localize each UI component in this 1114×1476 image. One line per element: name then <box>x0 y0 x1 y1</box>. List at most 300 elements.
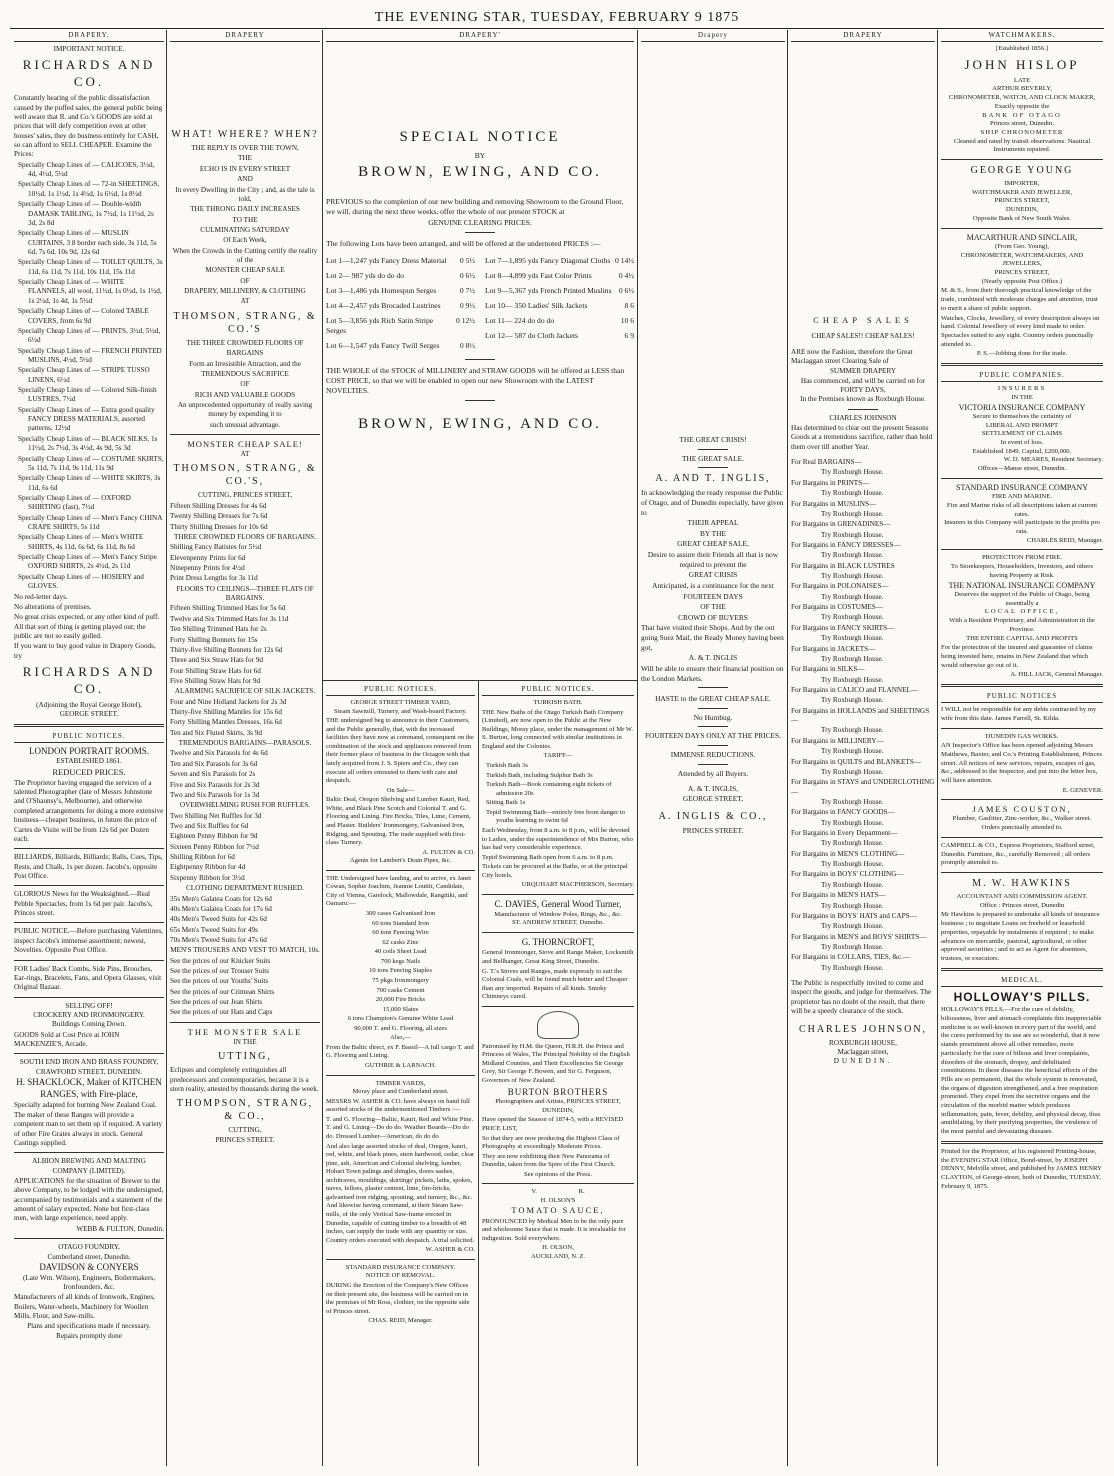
bargain-item: For Bargains in CALICO and FLANNEL— <box>791 686 919 694</box>
ad-text: P. S.—Jobbing done for the trade. <box>976 350 1068 358</box>
ad-line: OF <box>240 380 250 389</box>
lot-row <box>326 301 475 311</box>
ad-line: THE REPLY IS OVER THE TOWN, <box>191 144 299 153</box>
ad-text: ARE now the Fashion, therefore the Great Maclaggan street Clearing Sale of <box>791 347 913 365</box>
ad-heading: CHEAP SALES <box>813 315 913 326</box>
column-divider <box>478 680 479 1466</box>
ad-line: THE THRONG DAILY INCREASES <box>190 205 300 214</box>
section-heading: WATCHMAKERS. <box>941 30 1103 42</box>
bargain-try: Try Roxburgh House. <box>821 860 884 869</box>
ad-heading: MEN'S TROUSERS AND VEST TO MATCH, 10s. <box>170 946 320 955</box>
ad-heading: H. OLSON'S <box>540 1196 576 1204</box>
goods-list <box>326 910 475 1033</box>
ad-text: THE undersigned beg to announce to their Customers, and the Public generally, that, with the increased facilities they have now at command, consequent on the combination of the stock and appliances removed from their former place of business in the Octagon with that lately acquired from J. S. Spiers and Co., they can execute all orders entrusted to them with care and despatch. <box>326 717 474 785</box>
price-list-item: Thirty-five Shilling Bonnets for 12s 6d <box>170 645 283 654</box>
signature: URQUHART MACPHERSON, Secretary. <box>521 881 634 889</box>
section-heading: DRAPERY <box>170 30 320 42</box>
ad-text: Manufacturers of all kinds of Ironwork, Engines, Boilers, Water-wheels, Machinery for Woollen Mills, Flour, and Saw-mills. <box>14 1293 155 1320</box>
section-rule <box>322 680 637 681</box>
ad-text: Cleaned and rated by transit observations. Nautical Instruments repaired. <box>953 137 1091 154</box>
price-list-item: See the prices of our Trouser Suits <box>170 967 270 976</box>
advertiser-name: THOMSON, STRANG, & CO.'S, <box>173 463 317 488</box>
advertiser-name: A. INGLIS & CO., <box>658 810 768 822</box>
section-heading: Drapery <box>641 30 785 42</box>
price-list <box>170 502 320 532</box>
lot-price: 0 12½ <box>456 315 475 325</box>
address: GEORGE STREET. <box>59 710 119 719</box>
divider <box>698 764 728 765</box>
goods-item: 40 coils Sheet Lead <box>374 948 427 956</box>
divider <box>941 872 1103 873</box>
address: ST. ANDREW STREET, Dunedin. <box>512 919 604 927</box>
advertiser-name: RICHARDS AND CO. <box>22 57 156 90</box>
ad-text: THE Undersigned have landing, and to arrive, ex Janet Cowan, Sophie Joachim, Jeannie Louttit, Candidate, City of Vienna, Garelock, Mallowdale, Rangitiki, and Oamaru:— <box>326 874 472 908</box>
ad-text: Fire and Marine risks of all descriptions taken at current rates. <box>946 501 1098 518</box>
ad-text: Repairs promptly done <box>56 1331 122 1340</box>
bargain-try: Try Roxburgh House. <box>821 654 884 663</box>
address: Office : Princes street, Dunedin <box>979 901 1065 909</box>
ad-heading: LONDON PORTRAIT ROOMS. <box>28 745 150 756</box>
ad-line: ECHO IS IN EVERY STREET <box>199 164 291 173</box>
ad-line: DRAPERY, MILLINERY, & CLOTHING <box>184 287 306 296</box>
column-5 <box>791 30 935 1466</box>
ad-line: GREAT CRISIS <box>688 570 738 580</box>
ad-heading: DUNEDIN GAS WORKS. <box>985 732 1059 740</box>
price-list-item: Specially Cheap Lines of — Men's Fancy CHINA CRAPE SHIRTS, 5s 11d <box>18 513 163 532</box>
lot-price: 0 8½ <box>459 340 475 350</box>
ad-text: DURING the Erection of the Company's New Offices on their present site, the business will be carried on in the premises of Mr Ross, clothier, on the opposite side of Princes street. <box>326 1281 470 1315</box>
divider <box>14 724 164 727</box>
divider <box>698 726 728 727</box>
ad-heading: THE GREAT SALE. <box>681 453 745 463</box>
ad-text: Deserves the support of the Public of Otago, being essentially a <box>954 590 1090 607</box>
ad-text: The Public is respectfully invited to come and inspect the goods, and judge for themselves. The proprietor has no doubt of the result, that there will be a speedy clearance of the stock. <box>791 979 932 1016</box>
ad-text: And also large assorted stocks of deal, Oregon, kauri, red, white, and black pines, stern hardwood, cedar, clear pine, ash, American and Colonial shelving, lumber, Hobart Town palings and shingles, doors sashes, architraves, mouldings, skirtings' pickets, laths, spokes, naves, felloes, plaster cement, lime, fire-bricks, galvanised iron ridging, spouting, and turnery, &c., &c. And likewise having command, at their Steam Saw-mills, of the only Vertical Saw-frame erected in Dunedin, capable of cutting timber to a breadth of 48 inches, can supply the trade with any quantity or size. Country orders executed with despatch. A trial solicited. <box>326 1142 475 1244</box>
ad-heading: GENUINE CLEARING PRICES. <box>428 217 532 227</box>
price-list-item: Sixteen Penny Ribbon for 7½d <box>170 842 259 851</box>
bargain-item: For Bargains in PRINTS— <box>791 478 870 487</box>
ad-heading: ARTHUR BEVERLY, <box>992 85 1052 93</box>
divider <box>941 159 1103 160</box>
price-list-item: Twelve and Six Trimmed Hats for 3s 11d <box>170 614 289 623</box>
ad-text: General Ironmonger, Stove and Range Maker, Locksmith and Bellhanger, Great King Street, Dunedin. <box>482 949 634 965</box>
ad-text: (Late Wm. Wilson), Engineers, Boilermakers, Ironfounders, &c. <box>23 1273 155 1291</box>
ad-text: BY <box>474 150 486 160</box>
ad-heading: FLOORS TO CEILINGS—THREE FLATS OF BARGAINS. <box>176 584 314 603</box>
lot-description: Lot 3—1,486 yds Homespun Serges <box>326 286 437 296</box>
ad-text: No alterations of premises. <box>14 602 92 611</box>
tariff-item: Turkish Bath, including Sulphur Bath 3s <box>486 771 593 779</box>
signature: WEBB & FULTON, Dunedin. <box>76 1224 164 1233</box>
signature: W. ASHER & CO. <box>425 1246 475 1254</box>
lot-row <box>326 316 475 336</box>
price-list-item: Specially Cheap Lines of — HOSIERY and GLOVES. <box>18 572 144 591</box>
ad-line: THE THREE CROWDED FLOORS OF <box>186 338 304 347</box>
ad-text: Specially adapted for burning New Zealand Coal. The maker of these Ranges will provide a competent man to set them up if required. A variety of other Fire Grates always in stock. General Castings supplied. <box>14 1101 163 1147</box>
price-list-item: Specially Cheap Lines of — Extra good quality FANCY DRESS MATERIALS, assorted patterns, 12½d <box>18 405 155 433</box>
ad-heading: THREE CROWDED FLOORS OF BARGAINS. <box>174 532 316 541</box>
imprint: Printed for the Proprietor, at his registered Printing-house, the EVENING STAR Office, Bond-street, by JOSEPH DENNY, Melville street, and published by JAMES HENRY CLAYTON, of George-street, both of Dunedin, TUESDAY, February 9, 1875. <box>941 1147 1102 1190</box>
advertiser-name: THE NATIONAL INSURANCE COMPANY <box>948 580 1096 590</box>
divider <box>698 449 728 450</box>
ad-text: In the Premises known as Roxburgh House. <box>800 395 926 404</box>
ad-line: FOURTEEN DAYS <box>683 591 743 601</box>
lot-price: 6 9 <box>624 330 634 340</box>
ad-heading: REDUCED PRICES. <box>52 766 126 777</box>
bargain-item: For Bargains in FANCY SKIRTS— <box>791 623 895 632</box>
divider <box>848 409 878 410</box>
ad-heading: C. DAVIES, General Wood Turner, <box>494 898 622 909</box>
ad-text <box>170 339 320 430</box>
bargain-try: Try Roxburgh House. <box>821 634 884 643</box>
lot-price: 0 6½ <box>459 271 475 281</box>
price-list-item: Print Dress Lengths for 3s 11d <box>170 574 258 583</box>
ad-heading: OTAGO FOUNDRY, <box>58 1243 120 1252</box>
bargain-try: Try Roxburgh House. <box>821 613 884 622</box>
signature: E. GENEVER. <box>1062 786 1103 794</box>
bargain-item: For Bargains in JACKETS— <box>791 644 876 653</box>
price-list-item: Specially Cheap Lines of — Colored Silk-finish LUSTRES, 7½d <box>18 386 157 404</box>
price-list-item: See the prices of our Knicker Suits <box>170 956 271 965</box>
ad-text: Buildings Coming Down. <box>51 1020 127 1029</box>
lot-row <box>485 286 634 296</box>
divider <box>698 708 728 709</box>
address: Offices—Manse street, Dunedin. <box>977 465 1067 473</box>
bargain-try: Try Roxburgh House. <box>821 818 884 827</box>
advertiser-name: JAMES COUSTON, <box>972 804 1072 815</box>
price-list-item: Specially Cheap Lines of — Colored TABLE COVERS, from 6s 9d <box>18 307 149 325</box>
ad-heading: DAVIDSON & CONYERS <box>39 1261 139 1272</box>
bargain-item: For Bargains in SILKS— <box>791 665 865 674</box>
section-heading: PUBLIC NOTICES. <box>326 684 475 696</box>
price-list-item: Specially Cheap Lines of — TOILET QUILTS, 3s 11d, 6s 11d, 7s 11d, 10s 11d, 15s 11d <box>18 258 163 276</box>
ad-line: CROWD OF BUYERS <box>678 612 748 622</box>
bargain-item: For Bargains in GRENADINES— <box>791 520 891 529</box>
price-list-item: Twelve and Six Parasols for 4s 6d <box>170 749 268 758</box>
price-list-item: Thirty Shilling Dresses for 10s 6d <box>170 522 268 531</box>
divider <box>326 870 475 871</box>
ad-heading: SPECIAL NOTICE <box>399 129 561 146</box>
ad-text: APPLICATIONS for the situation of Brewer to the above Company, to be lodged with the undersigned, accompanied by testimonials and a statement of the amount of salary expected. None but first-class men, with large experience, need apply. <box>14 1177 164 1223</box>
divider <box>941 684 1103 687</box>
ad-text: Watches, Clocks, Jewellery, of every description always on hand. Colonial Jewellery of every kind made to order. Spectacles suited to any sight. Country orders punctually attended to. <box>941 314 1100 348</box>
divider <box>482 932 634 933</box>
ad-text: PUBLIC NOTICE.—Before purchasing Valentines, inspect Jacobs's immense assortment; newest, Novelties. Opposite Post Office. <box>14 927 163 955</box>
advertiser-name: THOMPSON, STRANG, & CO., <box>176 1098 314 1123</box>
ad-text: Tickets can be procured at the Baths, or at the principal City hotels. <box>482 863 628 879</box>
ad-heading: THE ENTIRE CAPITAL AND PROFITS <box>966 634 1078 642</box>
price-list-item: Ninepenny Prints for 4½d <box>170 564 245 572</box>
column-2 <box>170 30 320 1466</box>
lot-list <box>485 256 634 355</box>
ad-heading: UTTING, <box>218 1051 272 1063</box>
divider <box>14 848 164 849</box>
bargain-item: For Bargains in BOYS' CLOTHING— <box>791 870 904 879</box>
ad-heading: INSURERS <box>997 385 1047 393</box>
divider <box>941 728 1103 729</box>
ad-heading: TOMATO SAUCE, <box>511 1205 605 1216</box>
ad-text: Attended by all Buyers. <box>677 768 749 778</box>
ad-text: On Sale— <box>386 786 415 794</box>
price-list-item: Five Shilling Straw Hats for 9d <box>170 676 261 685</box>
ad-heading: GEORGE STREET TIMBER YARD, <box>350 699 451 707</box>
bargain-item: For Real BARGAINS— <box>791 458 862 467</box>
price-list-item: Ten Shilling Trimmed Hats for 2s <box>170 625 267 634</box>
bargain-list <box>791 458 935 973</box>
ad-heading: G. THORNCROFT, <box>521 936 595 947</box>
bargain-item: For Bargains in MILLINERY— <box>791 736 884 745</box>
price-list-item: Ten and Six Fluted Skirts, 3s 9d <box>170 728 262 737</box>
ad-line: such unusual advantage. <box>209 420 281 429</box>
lot-row <box>485 301 634 311</box>
lot-description: Lot 7—1,895 yds Fancy Diagonal Cloths <box>485 256 611 266</box>
bargain-try: Try Roxburgh House. <box>821 797 884 806</box>
divider <box>170 1022 320 1023</box>
price-list-item: Three and Six Straw Hats for 9d <box>170 656 264 665</box>
goods-item: 60 tons Standard Iron <box>372 919 429 927</box>
bargain-item: For Bargains in POLONAISES— <box>791 582 889 591</box>
ad-heading: CLOTHING DEPARTMENT RUSHED. <box>186 884 304 893</box>
price-list-item: 40s Men's Tweed Suits for 42s 6d <box>170 915 267 924</box>
ad-text: From the Baltic direct, ex F. Bassil—A full cargo T. and G. Flooring and Lining. <box>326 1043 474 1060</box>
divider <box>14 1053 164 1054</box>
ad-text: Baltic Deal, Oregon Shelving and Lumber Kauri, Red, White, and Black Pine Scotch and Colonial T. and G. Flooring and Lining. Fire Bricks, Tiles, Lime, Cement, and Plaster. Builders' Ironmongery, Galvanised Iron, Ridging, and Spouting. The trade supplied with first-class Turnery. <box>326 796 471 847</box>
ad-text: Plumber, Gasfitter, Zinc-worker, &c., Walker street. <box>952 815 1092 823</box>
ad-text: AT <box>240 450 250 459</box>
bargain-item: For Bargains in QUILTS and BLANKETS— <box>791 757 921 766</box>
bargain-item: For Bargains in MEN'S HATS— <box>791 891 886 900</box>
ad-text <box>14 593 164 662</box>
lot-row <box>485 316 634 326</box>
price-list-item: Fifteen Shilling Dresses for 4s 6d <box>170 501 267 510</box>
ad-text: If you want to buy good value in Drapery Goods, try <box>14 642 156 660</box>
lot-price: 8 6 <box>624 300 634 310</box>
ad-text: To Storekeepers, Householders, Investors, and others having Property at Risk. <box>950 563 1094 579</box>
divider <box>14 1152 164 1153</box>
ad-text: THE WHOLE of the STOCK of MILLINERY and STRAW GOODS will be offered at LESS than COST PRICE, so that we will be enabled to open our new Showroom with the LATEST NOVELTIES. <box>326 366 625 396</box>
price-list-item: Specially Cheap Lines of — STRIPE TUSSO LINENS, 6½d <box>18 366 150 384</box>
price-list-item: 35s Men's Galatea Coats for 12s 6d <box>170 894 272 903</box>
lot-description: Lot 2— 987 yds do do do <box>326 271 405 281</box>
bargain-try: Try Roxburgh House. <box>821 747 884 756</box>
ad-heading: FOURTEEN DAYS ONLY AT THE PRICES. <box>645 731 781 741</box>
ad-text: MESSRS W. ASHER & CO. have always on hand full assorted stocks of the undermentioned Timbers :— <box>326 1097 470 1114</box>
address: Cumberland street, Dunedin. <box>47 1252 131 1261</box>
bargain-try: Try Roxburgh House. <box>821 922 884 931</box>
signature: CHAS. REID, Manager. <box>368 1317 433 1325</box>
bargain-try: Try Roxburgh House. <box>821 468 884 477</box>
ad-text: (From Geo. Young), <box>994 242 1050 250</box>
divider <box>698 687 728 688</box>
ad-line: RICH AND VALUABLE GOODS <box>194 390 296 399</box>
ad-heading: CHEAP SALES!! CHEAP SALES! <box>811 332 915 341</box>
price-list-item: Specially Cheap Lines of — WHITE SKIRTS, 3s 11d, 6s 6d <box>18 474 161 492</box>
ad-text: Mr Hawkins is prepared to undertake all kinds of insurance business ; to negotiate Loans on freehold or leasehold properties, repayable by instalments if required ; to make advances on mercantile, pastoral, agricultural, or other approved securities ; and to act as Agent for absentees, trustees, or executors. <box>941 911 1100 962</box>
lot-price: 0 5½ <box>459 256 475 266</box>
lot-price: 0 7½ <box>459 286 475 296</box>
lot-description: Lot 12— 587 do Cloth Jackets <box>485 330 579 340</box>
price-list-item: Shilling Ribbon for 6d <box>170 853 235 862</box>
section-heading: MEDICAL. <box>941 975 1103 987</box>
divider <box>465 400 495 401</box>
ad-text: PRONOUNCED by Medical Men to be the only pure and wholesome Sauce that is made. It is invaluable for indigestion. Sold everywhere. <box>482 1217 626 1242</box>
ad-line: Of Each Week, <box>223 236 267 245</box>
ad-heading: LIBERAL AND PROMPT <box>985 421 1059 429</box>
price-list-item: Twenty Shilling Dresses for 7s 6d <box>170 512 268 521</box>
goods-item: 300 cases Galvanised Iron <box>365 910 436 918</box>
ad-heading: MONSTER CHEAP SALE! <box>187 439 303 450</box>
bargain-item: For Bargains in STAYS and UNDERCLOTHING— <box>791 778 935 796</box>
ad-text: No red-letter days. <box>14 592 68 601</box>
address: Maclaggan street, <box>837 1047 889 1056</box>
lot-row <box>485 271 634 281</box>
price-list-item: Ten and Six Parasols for 3s 6d <box>170 759 258 768</box>
bargain-item: For Bargains in COLLARS, TIES, &c.— <box>791 953 911 962</box>
ad-text: Insurers in this Company will participate in the profits pro rata. <box>944 519 1100 536</box>
advertiser-name: CHARLES JOHNSON, <box>798 1023 928 1035</box>
ad-line: CULMINATING SATURDAY <box>200 225 290 234</box>
lot-description: Lot 8—4,899 yds Fast Color Prints <box>485 271 592 281</box>
ad-heading: LOCAL OFFICE, <box>984 608 1060 616</box>
ad-text: [Established 1856.] <box>995 45 1048 53</box>
address: DUNEDIN, <box>1005 206 1039 214</box>
ad-text: GLORIOUS News for the Weaksighted.—Real Pebble Spectacles, from 1s 6d per pair. Jacobs's, Princes street. <box>14 890 153 918</box>
lot-price: 0 4½ <box>618 271 634 281</box>
lot-price: 0 6½ <box>618 286 634 296</box>
lot-row <box>485 331 634 341</box>
divider <box>465 359 495 360</box>
ad-heading: HASTE to the GREAT CHEAP SALE. <box>655 694 771 704</box>
price-list-item: 40s Men's Galatea Coats for 17s 6d <box>170 904 272 913</box>
column-3a <box>326 684 475 1466</box>
price-list-item: Thirty-five Shilling Mantles for 15s 6d <box>170 708 282 717</box>
ad-line: TREMENDOUS SACRIFICE <box>201 369 289 378</box>
address: Opposite Bank of New South Wales. <box>972 214 1072 222</box>
royal-crest-icon <box>537 1011 579 1039</box>
ad-text: Exactly opposite the <box>994 102 1050 110</box>
divider <box>941 968 1103 971</box>
price-list-item: Seven and Six Parasols for 2s <box>170 770 256 779</box>
ad-text: FOR Ladies' Back Combs, Side Pins, Brooches, Ear-rings, Bracelets, Fans, and Opera Glasses, visit Original Bazaar. <box>14 964 162 992</box>
section-heading: DRAPERY. <box>14 30 164 42</box>
ad-text: In acknowledging the ready response the Public of Otago, and of Dunedin especially, have given to <box>641 488 784 517</box>
divider <box>941 837 1103 838</box>
ad-text: THE New Baths of the Otago Turkish Bath Company (Limited), are now open to the Public at the New Buildings, Moray place, under the management of Mr W. S. Burton, long connected with similar institutions in England and the Colonies. <box>482 708 634 750</box>
signature: A. FULTON & CO. <box>422 848 475 856</box>
ad-text: Each Wednesday, from 8 a.m. to 8 p.m., will be devoted to Ladies, under the superintendence of Mrs Burton, who has had very considerable experience. <box>482 826 633 852</box>
divider <box>14 960 164 961</box>
address: DUNEDIN. <box>833 1057 893 1066</box>
bargain-try: Try Roxburgh House. <box>821 880 884 889</box>
goods-item: 10 tons Fencing Staples <box>369 967 432 975</box>
lot-price: 0 14½ <box>615 256 634 266</box>
price-list-item: Fifteen Shilling Trimmed Hats for 5s 6d <box>170 604 286 613</box>
ad-text: M. & S., from their thorough practical knowledge of the trade, combined with moderate charges and attention, trust to merit a share of public support. <box>941 287 1098 312</box>
price-list <box>14 161 164 592</box>
divider <box>941 363 1103 366</box>
advertiser-name: BURTON BROTHERS <box>507 1086 609 1097</box>
ad-heading: BANK OF OTAGO <box>982 111 1062 119</box>
advertiser-name: JOHN HISLOP <box>964 56 1080 72</box>
ad-line: In every Dwelling in the City ; and, as the tale is told, <box>175 185 315 203</box>
ad-heading: THE GREAT CRISIS! <box>679 435 747 445</box>
price-list <box>170 812 320 884</box>
ad-text <box>641 518 785 622</box>
address: PRINCES STREET, <box>994 269 1050 277</box>
ad-text: IMPORTER, <box>1004 180 1040 188</box>
lot-description: Lot 1—1,247 yds Fancy Dress Material <box>326 256 447 266</box>
tariff-item: Turkish Bath—Book containing eight tickets of admission 20s <box>486 781 612 797</box>
bargain-item: For Bargains in BLACK LUSTRES <box>791 561 895 570</box>
column-4 <box>641 30 785 1466</box>
bargain-try: Try Roxburgh House. <box>821 901 884 910</box>
price-list-item: Four and Nine Holland Jackets for 2s 3d <box>170 697 287 706</box>
ad-heading: TREMENDOUS BARGAINS—PARASOLS. <box>178 739 312 748</box>
ad-text: They are now exhibiting their New Panorama of Dunedin, taken from the Spire of the First Church. <box>482 1152 616 1169</box>
ad-heading: CROCKERY AND IRONMONGERY. <box>33 1010 145 1019</box>
lot-description: Lot 6—1,547 yds Fancy Twill Serges <box>326 340 440 350</box>
ad-text: Have opened the Season of 1874-5, with a REVISED PRICE LIST, <box>482 1116 624 1132</box>
advertiser-name: A. & T. INGLIS <box>688 653 738 663</box>
address: Moray place and Cumberland street. <box>352 1088 449 1096</box>
price-list-item: Eighteen Penny Ribbon for 9d <box>170 832 258 841</box>
advertiser-name: MACARTHUR AND SINCLAIR, <box>966 232 1078 242</box>
advertiser-name: STANDARD INSURANCE COMPANY <box>956 482 1088 492</box>
bargain-item: For Bargains in FANCY DRESSES— <box>791 540 901 549</box>
bargain-try: Try Roxburgh House. <box>821 696 884 705</box>
goods-item: 60 tons Fencing Wire <box>372 929 429 937</box>
bargain-item: For Bargains in HOLLANDS and SHEETINGS— <box>791 706 930 725</box>
lot-list <box>326 256 475 355</box>
price-list-item: Specially Cheap Lines of — Double-width DAMASK TABLING, 1s 7½d, 1s 11½d, 2s 3d, 2s 8d <box>18 200 154 227</box>
advertiser-name: BROWN, EWING, AND CO. <box>358 415 602 432</box>
ad-text: PREVIOUS to the completion of our new building and removing Showroom to the Ground Floor, we will, during the next three weeks, offer the whole of our present STOCK at <box>326 196 624 216</box>
ad-line: Anticipated, is a continuance for the next <box>652 580 774 590</box>
column-divider <box>937 30 938 1466</box>
ad-heading: IMMENSE REDUCTIONS. <box>670 750 756 760</box>
address: ROXBURGH HOUSE, <box>829 1038 897 1047</box>
advertiser-name: M. W. HAWKINS <box>972 878 1072 889</box>
advertiser-name: BROWN, EWING, AND CO. <box>358 164 602 181</box>
ad-text: AN Inspector's Office has been opened adjoining Messrs Matthews, Baxter, and Co.'s Printing Establishment, Princes street. All notices of new services, repairs, escapes of gas, &c., addressed to the Inspector, and put into the letter box, will have attention. <box>941 742 1103 785</box>
price-list-item: Eightpenny Ribbon for 4d <box>170 863 246 872</box>
lot-description: Lot 9—5,367 yds French Printed Muslins <box>485 286 612 296</box>
ad-text: That have visited their Shops. And by the out going Suez Mail, the Ready Money having been got, <box>641 623 784 652</box>
ad-heading: H. SHACKLOCK, Maker of KITCHEN RANGES, with Fire-place, <box>16 1077 162 1099</box>
divider <box>14 885 164 886</box>
ad-text: Plans and specifications made if necessary. <box>27 1322 151 1331</box>
divider <box>482 1006 634 1007</box>
goods-item: 6 tons Champion's Genuine White Lead <box>347 1015 454 1023</box>
ad-text: Tepid Swimming Bath open from 6 a.m. to 8 p.m. <box>482 853 614 861</box>
ad-heading: CHRONOMETER, WATCHMAKERS, AND JEWELLERS, <box>960 251 1084 268</box>
ad-heading: SHIP CHRONOMETER <box>980 128 1064 136</box>
ad-line: Desire to assure their Friends all that is now required to prevent the <box>647 550 779 569</box>
bargain-item: For Bargains in BOYS' HATS and CAPS— <box>791 911 917 920</box>
ad-line: OF THE <box>700 602 726 612</box>
signature: GUTHRIE & LARNACH. <box>365 1062 436 1070</box>
price-list-item: Specially Cheap Lines of — Men's Fancy Stripe OXFORD SHIRTS, 2s 4½d, 2s 11d <box>18 553 157 571</box>
lot-price: 10 6 <box>620 315 634 325</box>
advertiser-name: RICHARDS AND CO. <box>22 664 156 696</box>
price-list-item: See the prices of our Youths' Suits <box>170 977 269 986</box>
ad-text: Patronised by H.M. the Queen, H.R.H. the Prince and Princess of Wales, The Principal Nobility of the English Midland Counties, and Their Excellencies Sir George Grey, Sir George F. Bowen, and Sir G. Ferguson, Governors of New Zealand. <box>482 1042 630 1085</box>
advertiser-name: VICTORIA INSURANCE COMPANY <box>958 402 1086 412</box>
divider <box>170 434 320 435</box>
lot-row <box>326 271 475 281</box>
ad-heading: OVERWHELMING RUSH FOR RUFFLES. <box>179 801 311 810</box>
ad-text: HOLLOWAY'S PILLS.—For the cure of debility, biliousness, liver and stomach complaints this inappreciable medicine is so well-known in every part of the world, and the cures performed by its use are so wonderful, that it now stands preeminent above all other remedies, more particularly for the cure of bilious and liver complaints, disorders of the stomach, dropsy, and debilitated constitutions. In these diseases the beneficial effects of the Pills are so permanent, that the whole system is renovated, the organs of digestion strengthened, and a free respiration promoted. They expel from the secretive organs and the circulation of the morbid matter which produces inflammation, pain, fever, debility, and physical decay, thus annihilating, by their purifying properties, the virulence of the most painful and devastating diseases. <box>941 1006 1102 1136</box>
